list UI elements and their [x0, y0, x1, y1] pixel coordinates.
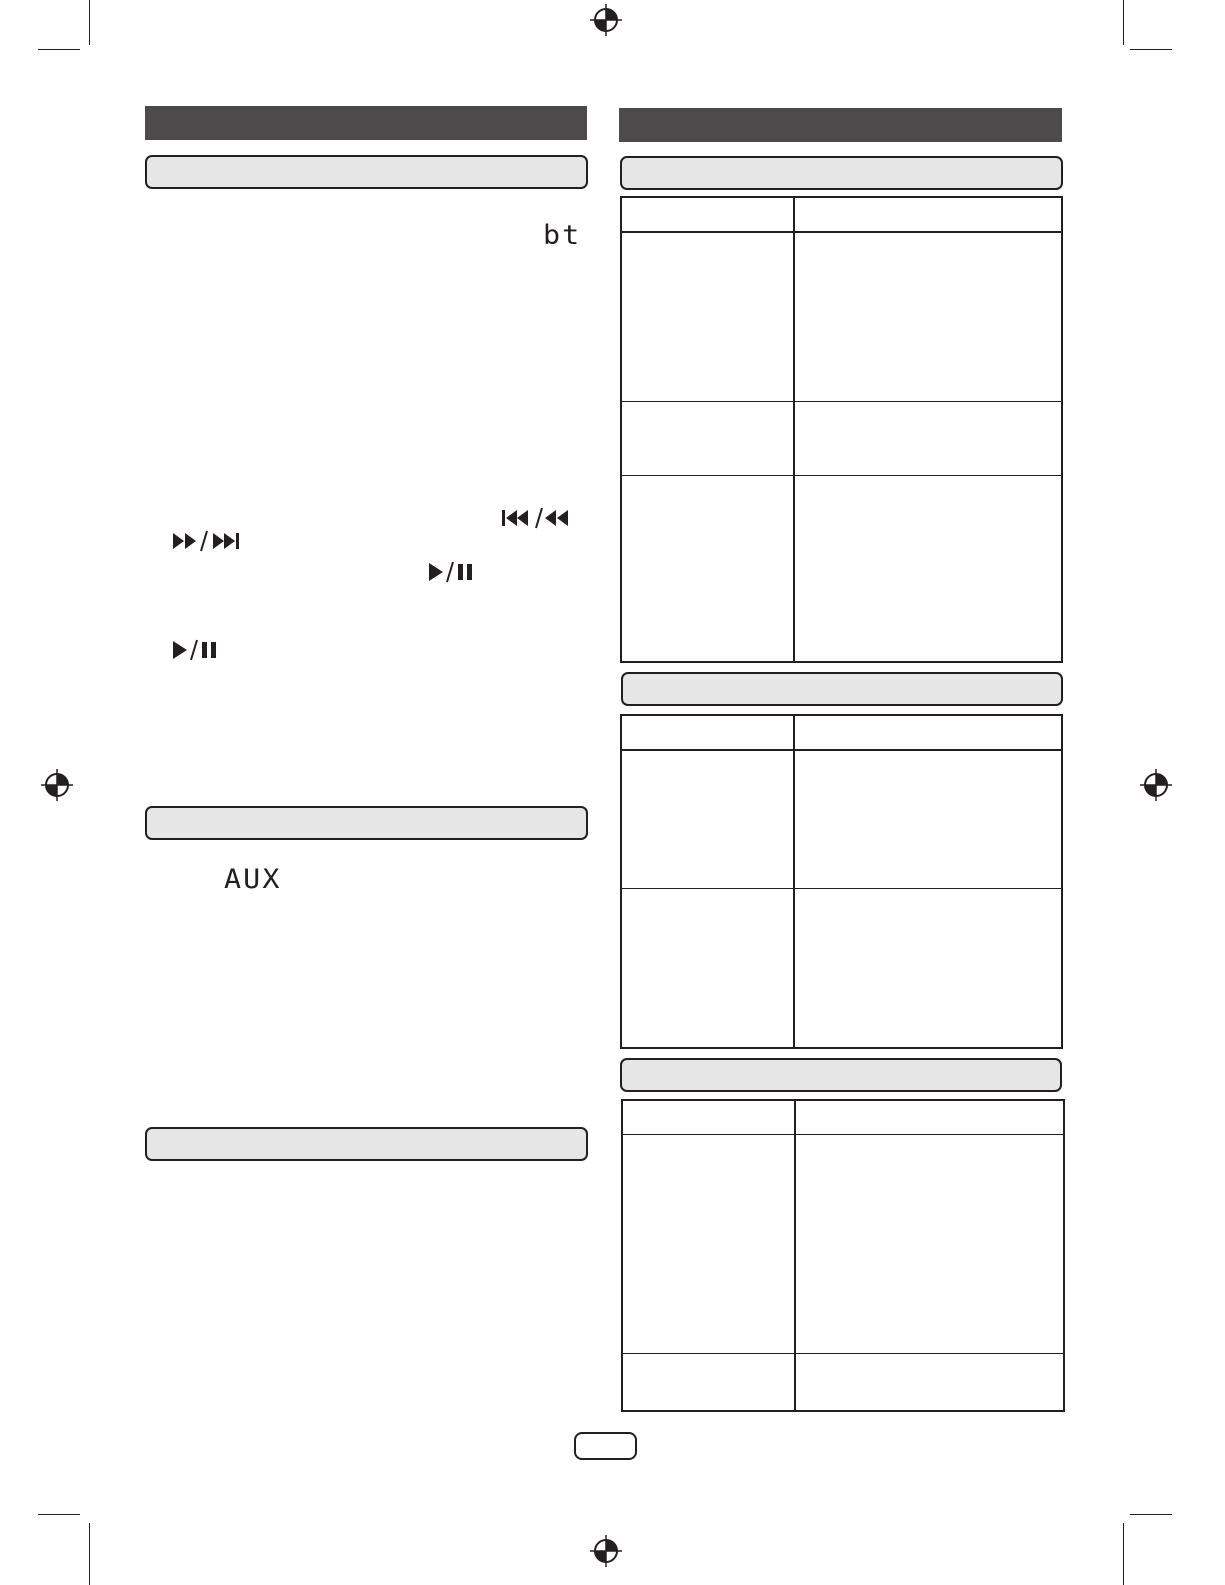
table-2-row-divider — [620, 888, 1063, 889]
table2-subsection-bar — [621, 672, 1063, 706]
registration-mark-icon — [590, 1535, 622, 1567]
table3-subsection-bar — [620, 1058, 1062, 1092]
table-3-header-divider — [621, 1134, 1065, 1135]
table-1-row-divider — [620, 475, 1063, 476]
registration-mark-icon — [590, 4, 622, 36]
table-1-row-divider — [620, 401, 1063, 402]
aux-display-indicator: AUX — [224, 864, 282, 895]
table-1-column-divider — [793, 196, 795, 663]
crop-mark-bottom-right-vertical — [1123, 1523, 1124, 1585]
left-section-header-bar — [145, 106, 587, 140]
crop-mark-top-right-horizontal — [1130, 49, 1172, 50]
troubleshooting-table-3 — [621, 1099, 1065, 1412]
page-number-box — [574, 1432, 637, 1460]
bt-display-indicator: bt — [543, 220, 582, 251]
right-section-header-bar — [619, 108, 1062, 142]
table-3-row-divider — [621, 1353, 1065, 1354]
crop-mark-top-left-vertical — [89, 0, 90, 45]
bluetooth-subsection-bar — [145, 155, 588, 189]
table-2-column-divider — [793, 714, 795, 1049]
table-2-header-divider — [620, 749, 1063, 751]
crop-mark-bottom-right-horizontal — [1130, 1514, 1172, 1515]
crop-mark-bottom-left-horizontal — [38, 1514, 80, 1515]
third-subsection-bar — [145, 1127, 588, 1161]
table-3-column-divider — [794, 1099, 796, 1412]
registration-mark-icon — [1140, 769, 1172, 801]
aux-subsection-bar — [145, 806, 588, 840]
troubleshooting-table-2 — [620, 714, 1063, 1049]
play-pause-icon — [173, 638, 219, 662]
play-pause-icon — [429, 560, 475, 584]
registration-mark-icon — [41, 769, 73, 801]
table-1-header-divider — [620, 231, 1063, 233]
crop-mark-top-left-horizontal — [38, 49, 80, 50]
troubleshooting-table-1 — [620, 196, 1063, 663]
crop-mark-bottom-left-vertical — [89, 1523, 90, 1585]
fast-forward-skip-icon — [173, 529, 241, 553]
table1-subsection-bar — [620, 156, 1063, 190]
crop-mark-top-right-vertical — [1123, 0, 1124, 45]
skip-back-rewind-icon — [502, 506, 570, 530]
